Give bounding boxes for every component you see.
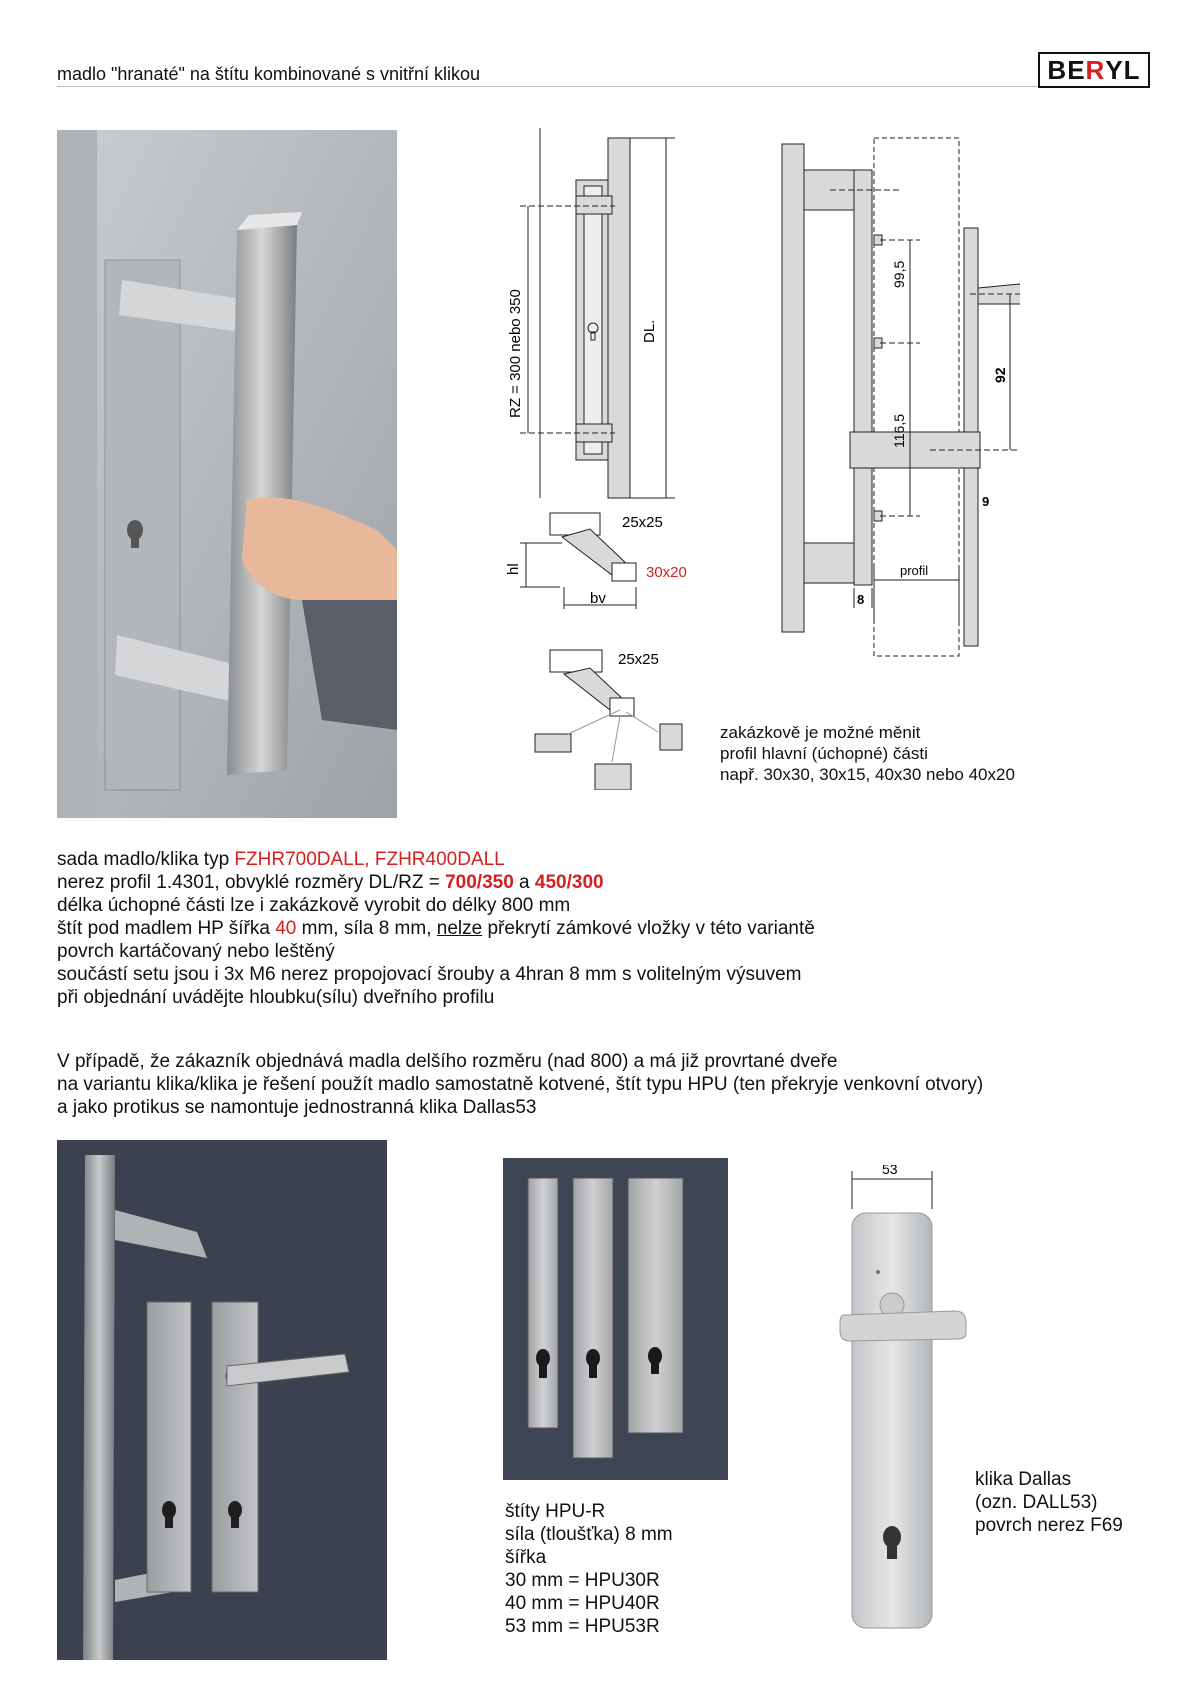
dallas-caption-line: (ozn. DALL53)	[975, 1492, 1098, 1513]
custom-note-line: profil hlavní (úchopné) části	[720, 744, 928, 763]
spec-line-order: při objednání uvádějte hloubku(sílu) dveřního profilu	[57, 987, 495, 1008]
hpu-caption	[505, 1500, 673, 1638]
paragraph-line: V případě, že zákazník objednává madla delšího rozměru (nad 800) a má již provrtané dveře	[57, 1051, 838, 1072]
page-title: madlo "hranaté" na štítu kombinované s vnitřní klikou	[57, 64, 480, 84]
beryl-logo	[1038, 52, 1150, 88]
hpu-caption-line: 30 mm = HPU30R	[505, 1570, 660, 1591]
spec-line-types: sada madlo/klika typ FZHR700DALL, FZHR400DALL	[57, 849, 505, 870]
custom-note-line: zakázkově je možné měnit	[720, 723, 921, 742]
spec-line-sizes: nerez profil 1.4301, obvyklé rozměry DL/RZ = 700/350 a 450/300	[57, 872, 604, 893]
paragraph-line: na variantu klika/klika je řešení použít madlo samostatně kotvené, štít typu HPU (ten překryje venkovní otvory)	[57, 1074, 984, 1095]
dim-92-label: 92	[992, 367, 1008, 383]
logo-part-1: BE	[1047, 54, 1086, 85]
product-types: FZHR700DALL, FZHR400DALL	[234, 849, 505, 870]
drawing-front-view	[480, 128, 680, 508]
spec-block	[57, 848, 815, 1009]
dim-9-label: 9	[982, 494, 990, 509]
dim-8-label: 8	[857, 592, 865, 607]
dim-99-5-label: 99,5	[891, 260, 907, 288]
spec-line-length: délka úchopné části lze i zakázkově vyrobit do délky 800 mm	[57, 895, 571, 916]
size-450-300: 450/300	[534, 872, 604, 893]
dallas-width-label: 53	[882, 1165, 898, 1177]
custom-note-line: např. 30x30, 30x15, 40x30 nebo 40x20	[720, 765, 1015, 784]
custom-profile-note	[720, 722, 1015, 785]
photo-hpu-plates	[503, 1158, 728, 1480]
photo-handle-set	[57, 1140, 387, 1660]
longer-handle-paragraph	[57, 1050, 983, 1119]
rotation-25x25-label: 25x25	[618, 651, 659, 668]
rz-dimension-label: RZ = 300 nebo 350	[507, 289, 524, 418]
section-30x20-label: 30x20	[646, 564, 687, 581]
size-700-350: 700/350	[445, 872, 514, 893]
drawing-rotation-variants	[530, 640, 710, 790]
drawing-section-view	[500, 505, 720, 615]
profil-label: profil	[900, 563, 929, 578]
drawing-side-view	[770, 128, 1020, 678]
dl-dimension-label: DL.	[641, 319, 658, 343]
photo-hand-holding-handle	[57, 130, 397, 818]
logo-part-2: R	[1085, 54, 1106, 85]
dallas-caption-line: povrch nerez F69	[975, 1515, 1123, 1536]
hpu-caption-line: štíty HPU-R	[505, 1501, 606, 1522]
dallas-caption-line: klika Dallas	[975, 1469, 1072, 1490]
spec-line-set: součástí setu jsou i 3x M6 nerez propojovací šrouby a 4hran 8 mm s volitelným výsuvem	[57, 964, 802, 985]
hpu-caption-line: šířka	[505, 1547, 547, 1568]
logo-part-3: YL	[1105, 54, 1141, 85]
spec-line-plate: štít pod madlem HP šířka 40 mm, síla 8 mm, nelze překrytí zámkové vložky v této variantě	[57, 918, 815, 939]
hpu-caption-line: 53 mm = HPU53R	[505, 1616, 660, 1637]
dallas-handle-image	[820, 1165, 980, 1635]
hpu-caption-line: síla (tloušťka) 8 mm	[505, 1524, 673, 1545]
plate-width: 40	[275, 918, 297, 939]
title-divider	[57, 86, 1147, 87]
dallas-caption	[975, 1468, 1123, 1537]
dim-116-5-label: 116,5	[891, 414, 907, 448]
section-25x25-label: 25x25	[622, 514, 663, 531]
section-hl-label: hl	[505, 563, 522, 575]
paragraph-line: a jako protikus se namontuje jednostranná klika Dallas53	[57, 1097, 537, 1118]
hpu-caption-line: 40 mm = HPU40R	[505, 1593, 660, 1614]
spec-line-surface: povrch kartáčovaný nebo leštěný	[57, 941, 335, 962]
section-bv-label: bv	[590, 590, 606, 607]
not-allowed-text: nelze	[436, 918, 483, 939]
